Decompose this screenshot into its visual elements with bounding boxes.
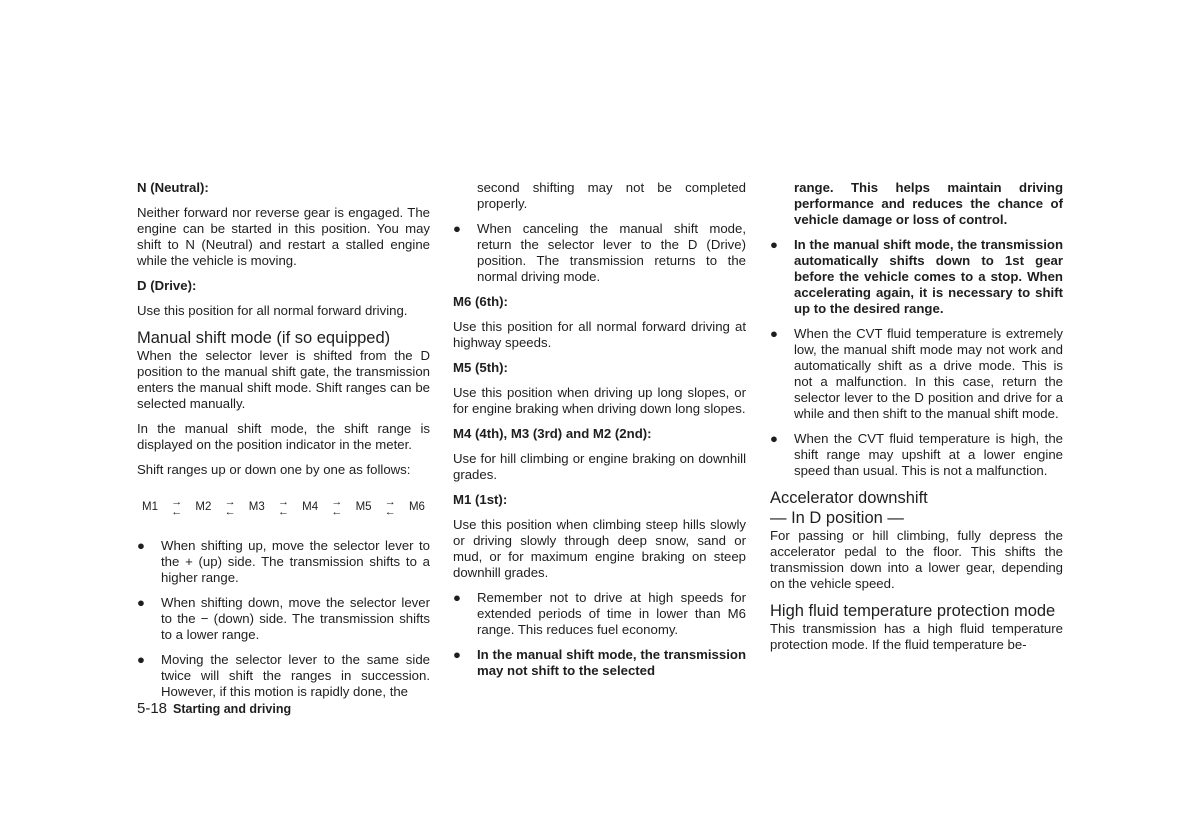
shift-arrows: [278, 497, 289, 517]
bullet-text: second shifting may not be completed properly.: [477, 180, 746, 211]
drive-heading: D (Drive):: [137, 278, 197, 293]
bullet-icon: ●: [453, 590, 461, 605]
bullet-icon: ●: [137, 538, 145, 553]
arrow-right-icon: →: [331, 496, 343, 508]
accelerator-downshift-subheading: — In D position —: [770, 509, 904, 527]
shift-label-m3: M3: [248, 501, 265, 513]
bullet-text: In the manual shift mode, the transmission automatically shifts down to 1st gear before the vehicle comes to a stop. When accelerating again, it is necessary to shift up to the desired range.: [794, 237, 1063, 316]
manual-text-2: In the manual shift mode, the shift range is displayed on the position indicator in the meter.: [137, 421, 430, 452]
section-title: Starting and driving: [173, 702, 292, 716]
page-number: 5-18: [137, 700, 168, 717]
column-left: [137, 180, 430, 709]
bullet-text: In the manual shift mode, the transmission may not shift to the selected: [477, 647, 746, 678]
m432-text: Use for hill climbing or engine braking on downhill grades.: [453, 451, 746, 482]
list-item: [770, 237, 1063, 317]
manual-shift-heading: Manual shift mode (if so equipped): [137, 329, 391, 347]
manual-text-1: When the selector lever is shifted from the D position to the manual shift gate, the transmission enters the manual shift mode. Shift ranges can be selected manually.: [137, 348, 430, 411]
m5-text: Use this position when driving up long slopes, or for engine braking when driving down long slopes.: [453, 385, 746, 416]
bullet-text: range. This helps maintain driving performance and reduces the chance of vehicle damage or loss of control.: [794, 180, 1063, 227]
shift-arrows: [225, 497, 236, 517]
bullet-text: Remember not to drive at high speeds for extended periods of time in lower than M6 range. This reduces fuel economy.: [477, 590, 746, 637]
arrow-right-icon: →: [171, 496, 183, 508]
m1-text: Use this position when climbing steep hills slowly or driving slowly through deep snow, sand or mud, or for maximum engine braking on steep downhill grades.: [453, 517, 746, 580]
column-middle: [453, 180, 746, 688]
bullet-icon: ●: [137, 595, 145, 610]
list-item: [137, 652, 430, 700]
m6-text: Use this position for all normal forward driving at highway speeds.: [453, 319, 746, 350]
m5-heading: M5 (5th):: [453, 360, 508, 375]
high-fluid-temp-text: This transmission has a high fluid temperature protection mode. If the fluid temperature be-: [770, 621, 1063, 652]
m432-heading: M4 (4th), M3 (3rd) and M2 (2nd):: [453, 426, 652, 441]
list-item: [137, 538, 430, 586]
list-item: [770, 326, 1063, 422]
shift-label-m5: M5: [355, 501, 372, 513]
arrow-right-icon: →: [224, 496, 236, 508]
high-fluid-temp-heading: High fluid temperature protection mode: [770, 602, 1056, 620]
bullet-icon: ●: [770, 237, 778, 252]
list-item: [137, 595, 430, 643]
shift-arrows: [385, 497, 396, 517]
bullet-text: When canceling the manual shift mode, return the selector lever to the D (Drive) position. The transmission returns to the normal driving mode.: [477, 221, 746, 284]
list-item: [453, 647, 746, 679]
arrow-right-icon: →: [277, 496, 289, 508]
shift-label-m6: M6: [408, 501, 425, 513]
bullet-text: When the CVT fluid temperature is high, the shift range may upshift at a lower engine speed than usual. This is not a malfunction.: [794, 431, 1063, 478]
list-item: [453, 590, 746, 638]
accelerator-downshift-text: For passing or hill climbing, fully depress the accelerator pedal to the floor. This shifts the transmission down into a lower gear, depending on the vehicle speed.: [770, 528, 1063, 591]
arrow-left-icon: ←: [277, 506, 289, 518]
bullet-text: When the CVT fluid temperature is extremely low, the manual shift mode may not work and automatically shift as a drive mode. This is not a malfunction. In this case, return the selector lever to the D position and drive for a while and then shift to the manual shift mode.: [794, 326, 1063, 421]
arrow-left-icon: ←: [224, 506, 236, 518]
accelerator-downshift-heading: Accelerator downshift: [770, 489, 928, 507]
bullet-icon: ●: [453, 221, 461, 236]
shift-label-m4: M4: [302, 501, 319, 513]
bullet-text: When shifting down, move the selector lever to the − (down) side. The transmission shifts to a lower range.: [161, 595, 430, 642]
list-item-continued: [453, 180, 746, 212]
m6-heading: M6 (6th):: [453, 294, 508, 309]
bullet-text: Moving the selector lever to the same side twice will shift the ranges in succession. However, if this motion is rapidly done, the: [161, 652, 430, 699]
manual-text-3: Shift ranges up or down one by one as follows:: [137, 462, 411, 477]
shift-arrows: [171, 497, 182, 517]
neutral-heading: N (Neutral):: [137, 180, 209, 195]
bullet-icon: ●: [770, 431, 778, 446]
shift-sequence-diagram: [142, 492, 425, 522]
m1-heading: M1 (1st):: [453, 492, 508, 507]
list-item-continued: [770, 180, 1063, 228]
arrow-left-icon: ←: [384, 506, 396, 518]
shift-arrows: [331, 497, 342, 517]
bullet-icon: ●: [770, 326, 778, 341]
page-footer: [137, 700, 291, 717]
arrow-right-icon: →: [384, 496, 396, 508]
arrow-left-icon: ←: [171, 506, 183, 518]
shift-label-m1: M1: [142, 501, 158, 513]
neutral-text: Neither forward nor reverse gear is engaged. The engine can be started in this position. You may shift to N (Neutral) and restart a stalled engine while the vehicle is moving.: [137, 205, 430, 268]
arrow-left-icon: ←: [331, 506, 343, 518]
drive-text: Use this position for all normal forward driving.: [137, 303, 408, 318]
list-item: [770, 431, 1063, 479]
column-right: [770, 180, 1063, 653]
bullet-icon: ●: [137, 652, 145, 667]
bullet-text: When shifting up, move the selector lever to the + (up) side. The transmission shifts to a higher range.: [161, 538, 430, 585]
list-item: [453, 221, 746, 285]
bullet-icon: ●: [453, 647, 461, 662]
shift-label-m2: M2: [195, 501, 212, 513]
